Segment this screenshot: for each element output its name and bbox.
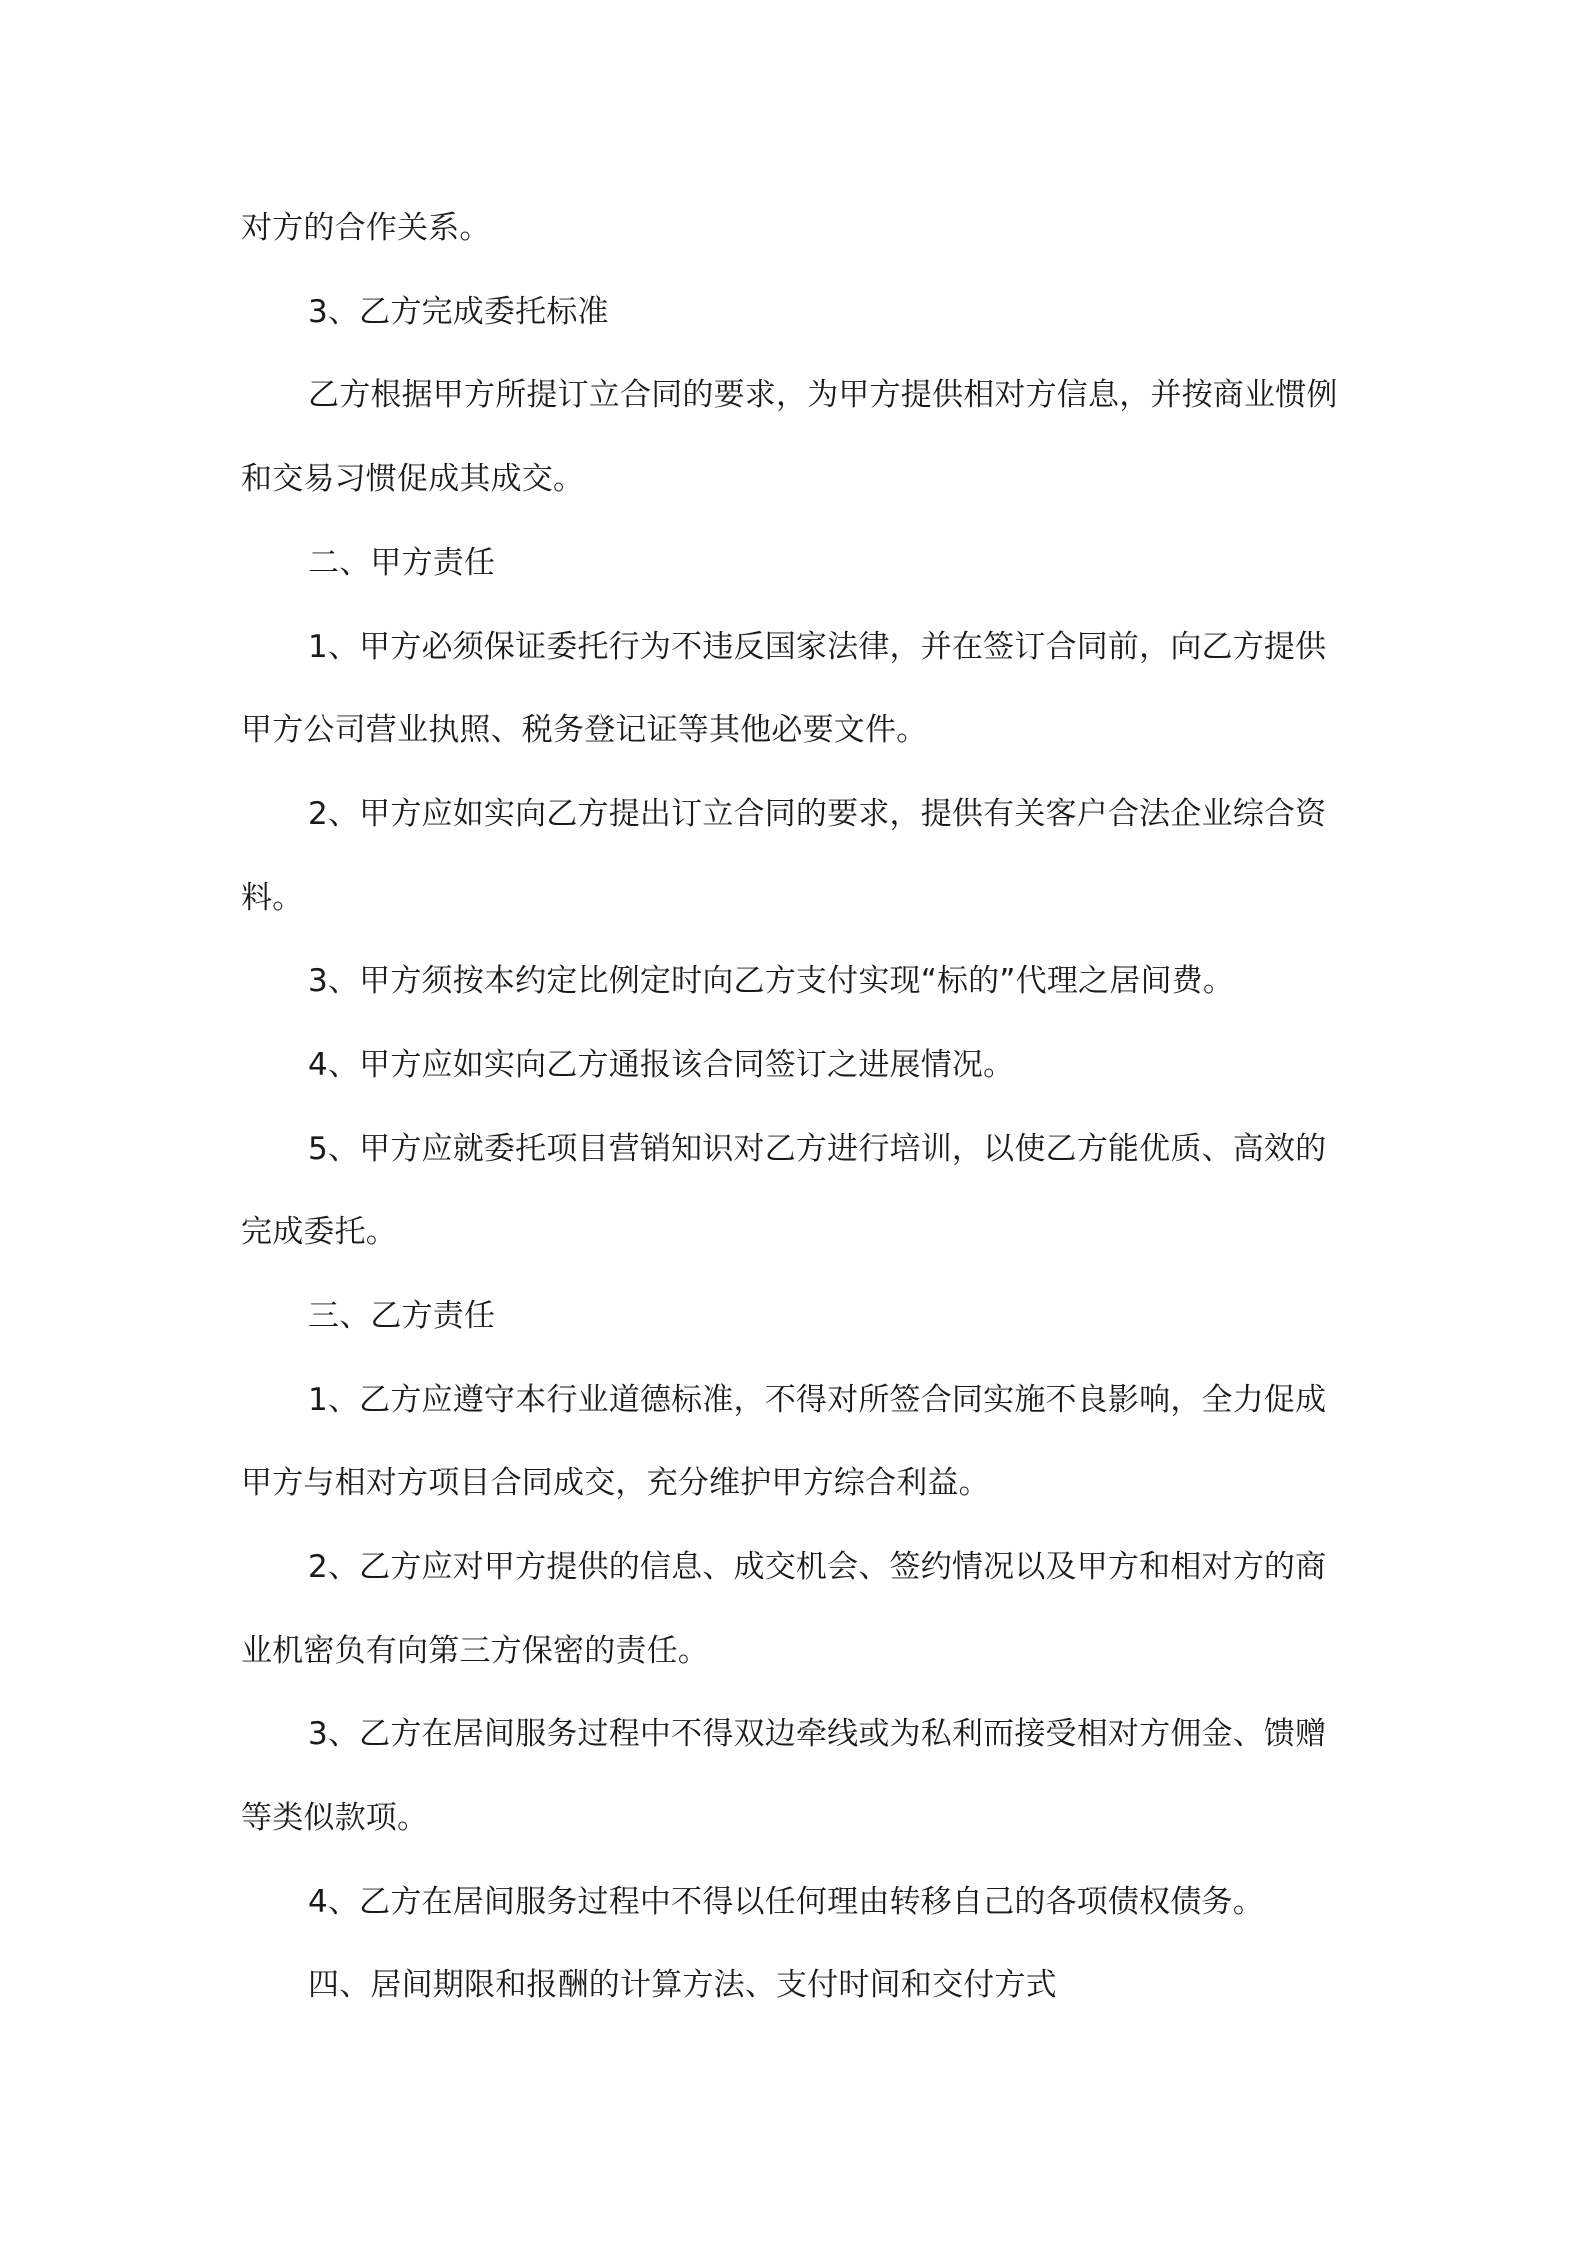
text-line: 和交易习惯促成其成交。 xyxy=(241,461,585,497)
text-line: 乙方根据甲方所提订立合同的要求，为甲方提供相对方信息，并按商业惯例 xyxy=(308,377,1338,413)
text-line: 1、甲方必须保证委托行为不违反国家法律，并在签订合同前，向乙方提供 xyxy=(308,629,1327,665)
text-line: 业机密负有向第三方保密的责任。 xyxy=(241,1633,709,1669)
text-line: 5、甲方应就委托项目营销知识对乙方进行培训，以使乙方能优质、高效的 xyxy=(308,1131,1327,1167)
section-heading: 四、居间期限和报酬的计算方法、支付时间和交付方式 xyxy=(308,1967,1057,2003)
section-heading: 三、乙方责任 xyxy=(308,1298,496,1334)
text-line: 4、乙方在居间服务过程中不得以任何理由转移自己的各项债权债务。 xyxy=(308,1884,1264,1920)
text-line: 3、乙方在居间服务过程中不得双边牵线或为私利而接受相对方佣金、馈赠 xyxy=(308,1716,1327,1752)
text-line: 完成委托。 xyxy=(241,1214,397,1250)
text-line: 2、乙方应对甲方提供的信息、成交机会、签约情况以及甲方和相对方的商 xyxy=(308,1549,1327,1585)
text-line: 4、甲方应如实向乙方通报该合同签订之进展情况。 xyxy=(308,1047,1015,1083)
text-line: 甲方公司营业执照、税务登记证等其他必要文件。 xyxy=(241,712,928,748)
text-line: 1、乙方应遵守本行业道德标准，不得对所签合同实施不良影响，全力促成 xyxy=(308,1382,1327,1418)
section-heading: 二、甲方责任 xyxy=(308,545,496,581)
text-line: 对方的合作关系。 xyxy=(241,210,491,246)
text-line: 等类似款项。 xyxy=(241,1800,429,1836)
text-line: 甲方与相对方项目合同成交，充分维护甲方综合利益。 xyxy=(241,1465,990,1501)
subsection-heading: 3、乙方完成委托标准 xyxy=(308,294,609,330)
text-line: 料。 xyxy=(241,880,304,916)
text-line: 2、甲方应如实向乙方提出订立合同的要求，提供有关客户合法企业综合资 xyxy=(308,796,1327,832)
text-line: 3、甲方须按本约定比例定时向乙方支付实现“标的”代理之居间费。 xyxy=(308,963,1235,999)
